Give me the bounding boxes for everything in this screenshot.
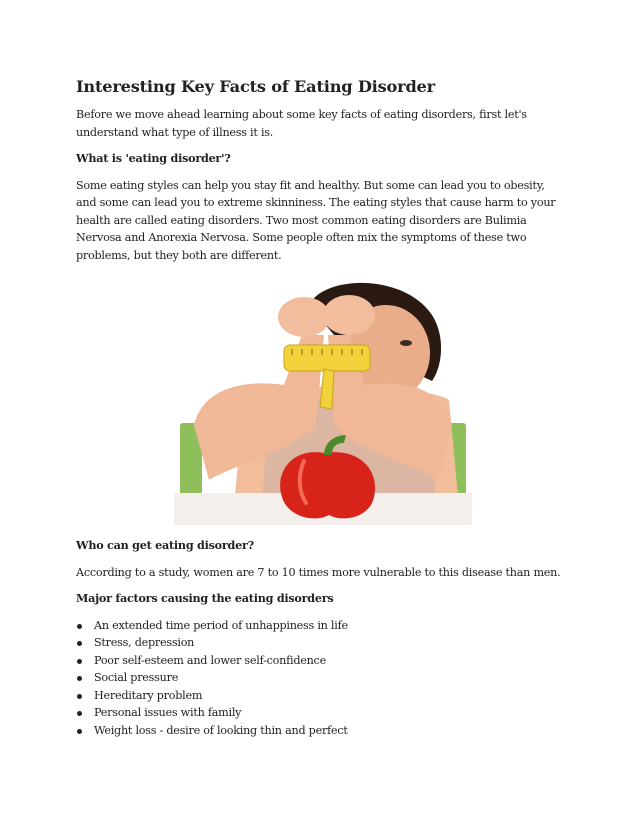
bullet-icon [77,711,82,716]
list-item-text: An extended time period of unhappiness in life [94,618,348,632]
article-illustration [174,275,472,525]
list-item [76,704,562,722]
bullet-icon [77,624,82,629]
list-item [76,687,562,705]
section-body-who: According to a study, women are 7 to 10 times more vulnerable to this disease than men. [76,565,561,579]
intro-paragraph: Before we move ahead learning about some key facts of eating disorders, first let's understand what type of illness it is. [76,108,527,139]
section-heading-what-is: What is 'eating disorder'? [76,151,231,165]
list-item [76,669,562,687]
woman-bound-wrists-illustration [174,275,472,525]
list-item-text: Social pressure [94,671,179,685]
bullet-icon [77,659,82,664]
list-item [76,634,562,652]
list-item [76,722,562,740]
list-item [76,617,562,635]
bullet-icon [77,729,82,734]
list-item-text: Stress, depression [94,636,195,650]
article [76,76,562,740]
section-heading-factors: Major factors causing the eating disorders [76,591,334,605]
bullet-icon [77,676,82,681]
list-item-text: Personal issues with family [94,706,242,720]
factors-list [76,617,562,740]
article-title: Interesting Key Facts of Eating Disorder [76,77,435,96]
section-body-what-is: Some eating styles can help you stay fit and healthy. But some can lead you to obesity, and some can lead you to extreme skinniness. The eating styles that cause harm to your health are called eating disorders. Two most common eating disorders are Bulimia Nervosa and Anorexia Nervosa. Some people often mix the symptoms of these two problems, but they both are different. [76,178,556,262]
list-item-text: Weight loss - desire of looking thin and perfect [94,724,348,738]
list-item [76,652,562,670]
list-item-text: Poor self-esteem and lower self-confidence [94,653,326,667]
bullet-icon [77,641,82,646]
list-item-text: Hereditary problem [94,688,203,702]
bullet-icon [77,694,82,699]
section-heading-who: Who can get eating disorder? [76,538,254,552]
